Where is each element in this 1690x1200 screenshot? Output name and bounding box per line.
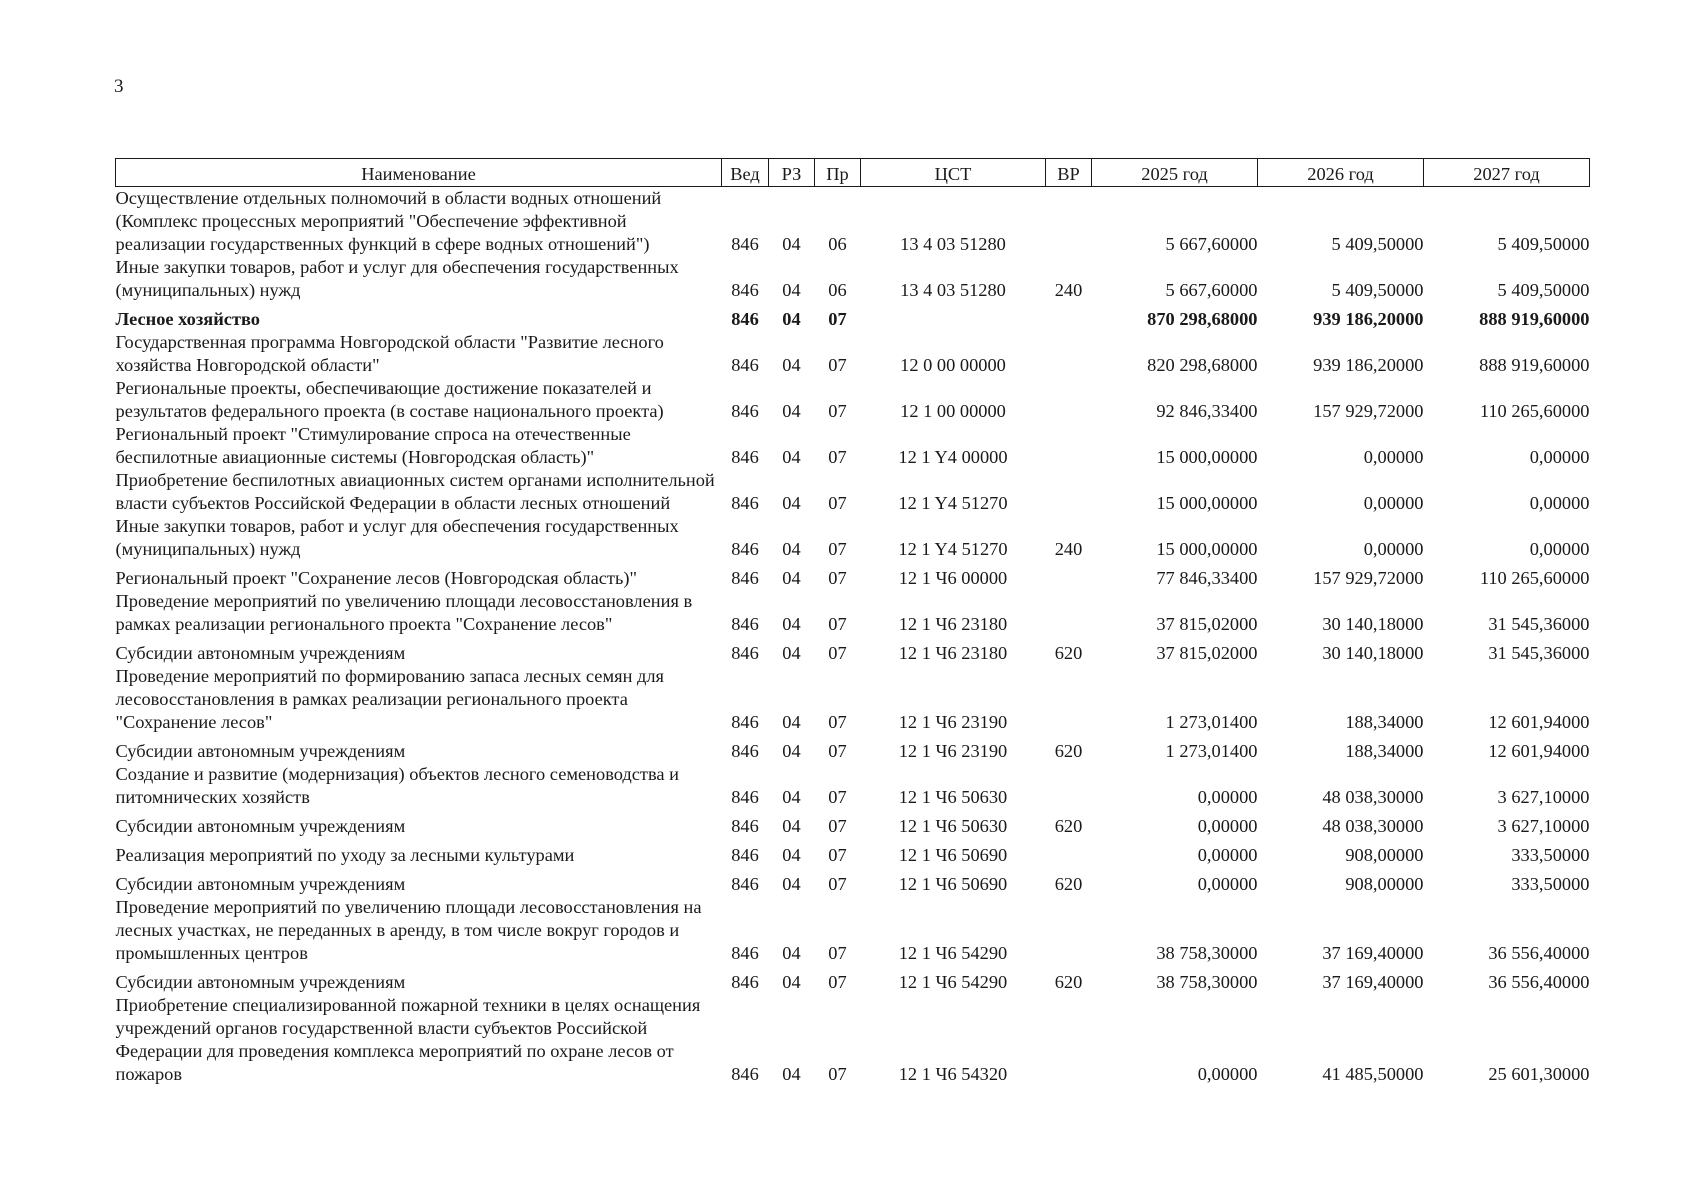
row-2025: 0,00000 (1197, 816, 1258, 836)
header-rz: РЗ (769, 159, 815, 187)
row-cst: 12 1 Ч6 50630 (898, 787, 1008, 807)
row-2025: 15 000,00000 (1156, 493, 1258, 513)
row-2027: 36 556,40000 (1488, 943, 1590, 963)
row-pr: 07 (828, 741, 847, 761)
row-pr: 07 (828, 568, 847, 588)
row-2026: 5 409,50000 (1331, 234, 1424, 254)
row-2026: 157 929,72000 (1313, 568, 1424, 588)
row-rz: 04 (782, 874, 801, 894)
row-cst: 13 4 03 51280 (900, 280, 1006, 300)
row-2026: 0,00000 (1363, 539, 1424, 559)
row-2026: 157 929,72000 (1313, 401, 1424, 421)
row-rz: 04 (782, 539, 801, 559)
row-vr (1046, 838, 1092, 867)
row-name: Проведение мероприятий по формированию запаса лесных семян для лесовосстановления в рамках реализации регионального проекта "Сохранение лесов" (115, 666, 665, 732)
row-ved: 846 (731, 493, 759, 513)
row-2025: 15 000,00000 (1156, 447, 1258, 467)
table-row (116, 636, 1590, 665)
row-pr: 07 (828, 972, 847, 992)
row-2025: 0,00000 (1197, 874, 1258, 894)
row-2027: 3 627,10000 (1497, 787, 1590, 807)
row-2027: 0,00000 (1529, 539, 1590, 559)
header-name: Наименование (116, 159, 722, 187)
row-vr: 240 (1054, 539, 1083, 559)
row-2027: 12 601,94000 (1488, 741, 1590, 761)
row-2026: 48 038,30000 (1322, 816, 1424, 836)
row-pr: 07 (828, 447, 847, 467)
row-name: Лесное хозяйство (115, 309, 261, 329)
row-2025: 5 667,60000 (1165, 280, 1258, 300)
table-row (116, 994, 1590, 1086)
row-2026: 30 140,18000 (1322, 643, 1424, 663)
row-name: Субсидии автономным учреждениям (115, 741, 406, 761)
row-pr: 07 (828, 539, 847, 559)
row-vr (1046, 187, 1092, 257)
table-row (116, 515, 1590, 561)
row-2026: 48 038,30000 (1322, 787, 1424, 807)
row-name: Иные закупки товаров, работ и услуг для обеспечения государственных (муниципальных) нужд (115, 257, 679, 300)
row-rz: 04 (782, 972, 801, 992)
row-2026: 41 485,50000 (1322, 1064, 1424, 1084)
row-pr: 07 (828, 355, 847, 375)
row-vr: 240 (1054, 280, 1083, 300)
row-rz: 04 (782, 234, 801, 254)
row-vr (1046, 302, 1092, 331)
row-rz: 04 (782, 280, 801, 300)
row-ved: 846 (731, 539, 759, 559)
row-ved: 846 (731, 401, 759, 421)
row-cst: 12 1 Ч6 50630 (898, 816, 1008, 836)
row-ved: 846 (731, 355, 759, 375)
row-cst: 12 1 Ч6 23190 (898, 741, 1008, 761)
row-2025: 15 000,00000 (1156, 539, 1258, 559)
row-ved: 846 (731, 614, 759, 634)
row-vr (1046, 377, 1092, 423)
table-row (116, 763, 1590, 809)
row-rz: 04 (782, 943, 801, 963)
row-name: Иные закупки товаров, работ и услуг для обеспечения государственных (муниципальных) нужд (115, 516, 679, 559)
row-vr (1046, 561, 1092, 590)
row-vr (1046, 423, 1092, 469)
row-rz: 04 (782, 816, 801, 836)
row-name: Осуществление отдельных полномочий в области водных отношений (Комплекс процессных мероприятий "Обеспечение эффективной реализации государственных функций в сфере водных отношений") (115, 188, 662, 254)
row-2025: 1 273,01400 (1165, 741, 1258, 761)
row-cst: 12 1 Ч6 00000 (898, 568, 1008, 588)
row-vr: 620 (1054, 816, 1083, 836)
row-2027: 333,50000 (1511, 845, 1590, 865)
row-vr: 620 (1054, 972, 1083, 992)
row-pr: 07 (828, 943, 847, 963)
row-2027: 0,00000 (1529, 493, 1590, 513)
row-vr: 620 (1054, 643, 1083, 663)
row-pr: 07 (828, 643, 847, 663)
row-pr: 07 (828, 787, 847, 807)
row-2027: 110 265,60000 (1479, 568, 1590, 588)
header-cst: ЦСТ (861, 159, 1046, 187)
row-pr: 07 (828, 401, 847, 421)
row-2027: 31 545,36000 (1488, 614, 1590, 634)
header-2027: 2027 год (1424, 159, 1590, 187)
table-row (116, 665, 1590, 734)
row-2026: 5 409,50000 (1331, 280, 1424, 300)
table-row (116, 590, 1590, 636)
row-ved: 846 (731, 280, 759, 300)
header-2026: 2026 год (1258, 159, 1424, 187)
row-rz: 04 (782, 1064, 801, 1084)
row-2027: 110 265,60000 (1479, 401, 1590, 421)
row-2026: 939 186,20000 (1313, 355, 1424, 375)
row-cst: 12 1 Ч6 54320 (898, 1064, 1008, 1084)
row-2025: 0,00000 (1197, 787, 1258, 807)
row-vr: 620 (1054, 874, 1083, 894)
row-cst: 12 1 Ч6 50690 (898, 874, 1008, 894)
row-2025: 37 815,02000 (1156, 643, 1258, 663)
row-cst: 12 1 Ч6 23180 (898, 643, 1008, 663)
row-2027: 5 409,50000 (1497, 234, 1590, 254)
table-row (116, 423, 1590, 469)
header-vr: ВР (1046, 159, 1092, 187)
row-2027: 5 409,50000 (1497, 280, 1590, 300)
row-2027: 25 601,30000 (1488, 1064, 1590, 1084)
row-ved: 846 (731, 309, 759, 329)
row-rz: 04 (782, 309, 801, 329)
row-ved: 846 (731, 943, 759, 963)
row-pr: 07 (828, 309, 847, 329)
row-ved: 846 (731, 874, 759, 894)
table-row (116, 469, 1590, 515)
table-row (116, 809, 1590, 838)
row-cst: 12 1 Y4 51270 (898, 493, 1008, 513)
row-2027: 3 627,10000 (1497, 816, 1590, 836)
row-2026: 188,34000 (1345, 712, 1424, 732)
row-rz: 04 (782, 787, 801, 807)
row-2026: 37 169,40000 (1322, 943, 1424, 963)
row-cst: 12 1 Y4 00000 (898, 447, 1008, 467)
row-rz: 04 (782, 447, 801, 467)
row-2026: 188,34000 (1345, 741, 1424, 761)
row-vr (1046, 896, 1092, 965)
table-row (116, 838, 1590, 867)
header-ved: Вед (722, 159, 769, 187)
row-pr: 06 (828, 280, 847, 300)
row-2026: 939 186,20000 (1313, 309, 1424, 329)
table-row (116, 302, 1590, 331)
header-2025: 2025 год (1092, 159, 1258, 187)
table-row (116, 867, 1590, 896)
row-ved: 846 (731, 712, 759, 732)
table-row (116, 377, 1590, 423)
row-cst: 12 1 Ч6 23180 (898, 614, 1008, 634)
row-pr: 06 (828, 234, 847, 254)
row-name: Субсидии автономным учреждениям (115, 643, 406, 663)
row-name: Проведение мероприятий по увеличению площади лесовосстановления на лесных участках, не переданных в аренду, в том числе вокруг городов и промышленных центров (115, 897, 702, 963)
row-pr: 07 (828, 1064, 847, 1084)
row-cst: 12 1 Ч6 23190 (898, 712, 1008, 732)
row-ved: 846 (731, 972, 759, 992)
row-2027: 36 556,40000 (1488, 972, 1590, 992)
row-cst: 12 0 00 00000 (900, 355, 1006, 375)
row-name: Региональные проекты, обеспечивающие достижение показателей и результатов федерального проекта (в составе национального проекта) (115, 378, 664, 421)
row-2026: 30 140,18000 (1322, 614, 1424, 634)
row-name: Проведение мероприятий по увеличению площади лесовосстановления в рамках реализации регионального проекта "Сохранение лесов" (115, 591, 693, 634)
row-rz: 04 (782, 614, 801, 634)
row-name: Приобретение беспилотных авиационных систем органами исполнительной власти субъектов Российской Федерации в области лесных отношений (115, 470, 715, 513)
row-2025: 5 667,60000 (1165, 234, 1258, 254)
row-rz: 04 (782, 493, 801, 513)
row-cst: 12 1 Ч6 50690 (898, 845, 1008, 865)
row-2027: 333,50000 (1511, 874, 1590, 894)
row-2027: 888 919,60000 (1479, 355, 1590, 375)
table-row (116, 187, 1590, 257)
row-name: Региональный проект "Сохранение лесов (Новгородская область)" (115, 568, 637, 588)
row-vr: 620 (1054, 741, 1083, 761)
row-name: Субсидии автономным учреждениям (115, 972, 406, 992)
row-pr: 07 (828, 493, 847, 513)
table-header-row (116, 159, 1590, 187)
row-vr (1046, 331, 1092, 377)
row-ved: 846 (731, 568, 759, 588)
row-pr: 07 (828, 874, 847, 894)
row-ved: 846 (731, 845, 759, 865)
row-2027: 31 545,36000 (1488, 643, 1590, 663)
row-name: Региональный проект "Стимулирование спроса на отечественные беспилотные авиационные системы (Новгородская область)" (115, 424, 631, 467)
row-2025: 37 815,02000 (1156, 614, 1258, 634)
table-row (116, 331, 1590, 377)
row-rz: 04 (782, 401, 801, 421)
row-vr (1046, 665, 1092, 734)
row-2027: 888 919,60000 (1479, 309, 1590, 329)
row-2025: 0,00000 (1197, 1064, 1258, 1084)
row-2025: 38 758,30000 (1156, 972, 1258, 992)
table-row (116, 896, 1590, 965)
row-2026: 0,00000 (1363, 447, 1424, 467)
row-pr: 07 (828, 816, 847, 836)
page-number: 3 (114, 76, 124, 97)
table-row (116, 965, 1590, 994)
row-cst: 12 1 Y4 51270 (898, 539, 1008, 559)
row-vr (1046, 763, 1092, 809)
row-rz: 04 (782, 355, 801, 375)
table-row (116, 256, 1590, 302)
row-ved: 846 (731, 1064, 759, 1084)
row-2025: 92 846,33400 (1156, 401, 1258, 421)
row-cst: 12 1 00 00000 (900, 401, 1006, 421)
row-ved: 846 (731, 816, 759, 836)
row-2027: 0,00000 (1529, 447, 1590, 467)
row-cst: 12 1 Ч6 54290 (898, 943, 1008, 963)
row-2025: 0,00000 (1197, 845, 1258, 865)
row-rz: 04 (782, 568, 801, 588)
row-2026: 0,00000 (1363, 493, 1424, 513)
row-name: Субсидии автономным учреждениям (115, 874, 406, 894)
row-2025: 38 758,30000 (1156, 943, 1258, 963)
row-name: Создание и развитие (модернизация) объектов лесного семеноводства и питомнических хозяйств (115, 764, 680, 807)
row-ved: 846 (731, 643, 759, 663)
row-2025: 820 298,68000 (1147, 355, 1258, 375)
row-name: Государственная программа Новгородской области "Развитие лесного хозяйства Новгородской области" (115, 332, 664, 375)
row-pr: 07 (828, 712, 847, 732)
row-ved: 846 (731, 741, 759, 761)
row-rz: 04 (782, 643, 801, 663)
row-name: Приобретение специализированной пожарной техники в целях оснащения учреждений органов государственной власти субъектов Российской Федерации для проведения комплекса мероприятий по охране лесов от пожаров (115, 995, 701, 1084)
row-name: Реализация мероприятий по уходу за лесными культурами (115, 845, 575, 865)
row-2026: 37 169,40000 (1322, 972, 1424, 992)
row-name: Субсидии автономным учреждениям (115, 816, 406, 836)
row-rz: 04 (782, 741, 801, 761)
row-2025: 77 846,33400 (1156, 568, 1258, 588)
row-2025: 870 298,68000 (1147, 309, 1258, 329)
row-pr: 07 (828, 614, 847, 634)
row-2026: 908,00000 (1345, 874, 1424, 894)
budget-table (115, 158, 1590, 1086)
row-rz: 04 (782, 845, 801, 865)
table-row (116, 561, 1590, 590)
row-cst (861, 302, 1046, 331)
row-vr (1046, 994, 1092, 1086)
row-cst: 12 1 Ч6 54290 (898, 972, 1008, 992)
row-vr (1046, 590, 1092, 636)
table-row (116, 734, 1590, 763)
row-ved: 846 (731, 234, 759, 254)
row-ved: 846 (731, 447, 759, 467)
row-cst: 13 4 03 51280 (900, 234, 1006, 254)
row-pr: 07 (828, 845, 847, 865)
header-pr: Пр (815, 159, 861, 187)
row-ved: 846 (731, 787, 759, 807)
row-rz: 04 (782, 712, 801, 732)
row-2025: 1 273,01400 (1165, 712, 1258, 732)
row-2027: 12 601,94000 (1488, 712, 1590, 732)
row-vr (1046, 469, 1092, 515)
row-2026: 908,00000 (1345, 845, 1424, 865)
